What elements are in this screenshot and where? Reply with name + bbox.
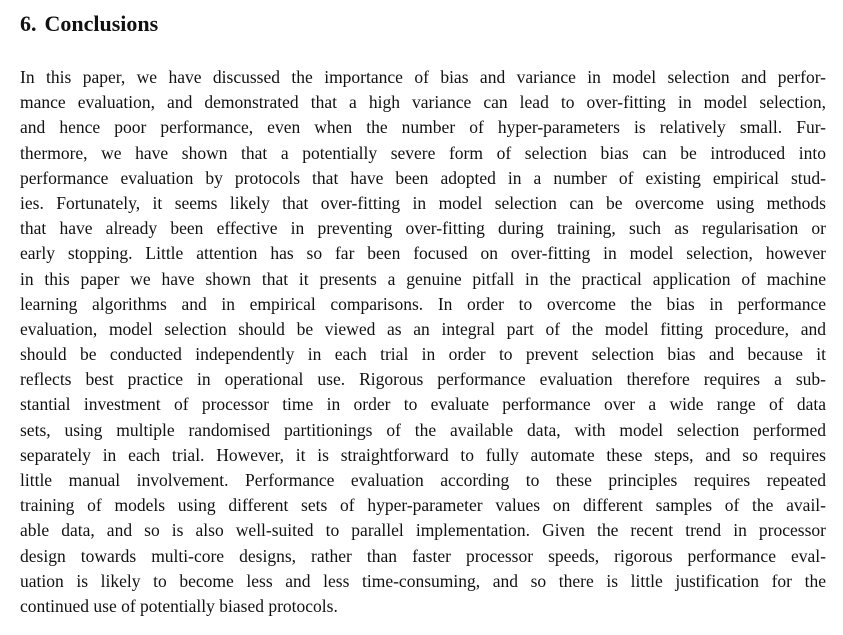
section-number: 6. xyxy=(20,11,37,36)
section-heading xyxy=(20,8,158,40)
paragraph-line: in this paper we have shown that it presents a genuine pitfall in the practical application of machine xyxy=(20,268,826,289)
conclusions-paragraph xyxy=(20,65,826,619)
paragraph-line: learning algorithms and in empirical comparisons. In order to overcome the bias in performance xyxy=(20,293,826,314)
paragraph-line: In this paper, we have discussed the importance of bias and variance in model selection and perfor- xyxy=(20,67,826,87)
paragraph-line: reflects best practice in operational use. Rigorous performance evaluation therefore requires a sub- xyxy=(20,369,826,390)
paragraph-line: able data, and so is also well-suited to parallel implementation. Given the recent trend in processor xyxy=(20,520,826,541)
paragraph-line: little manual involvement. Performance evaluation according to these principles requires repeated xyxy=(20,470,826,490)
paragraph-line: thermore, we have shown that a potentially severe form of selection bias can be introduced into xyxy=(20,142,826,163)
paragraph-line: uation is likely to become less and less time-consuming, and so there is little justification for the xyxy=(20,570,826,591)
paragraph-line: early stopping. Little attention has so far been focused on over-fitting in model selection, however xyxy=(20,243,826,264)
paragraph-line: sets, using multiple randomised partitionings of the available data, with model selection performed xyxy=(20,419,826,440)
paragraph-line: stantial investment of processor time in order to evaluate performance over a wide range of data xyxy=(20,394,826,415)
paragraph-line: performance evaluation by protocols that have been adopted in a number of existing empirical stud- xyxy=(20,167,826,188)
paragraph-line: continued use of potentially biased protocols. xyxy=(20,595,338,616)
paragraph-line: evaluation, model selection should be viewed as an integral part of the model fitting procedure, and xyxy=(20,318,826,339)
paragraph-line: ies. Fortunately, it seems likely that over-fitting in model selection can be overcome using methods xyxy=(20,192,826,213)
paragraph-line: separately in each trial. However, it is straightforward to fully automate these steps, and so requires xyxy=(20,444,826,465)
paragraph-line: and hence poor performance, even when the number of hyper-parameters is relatively small. Fur- xyxy=(20,117,826,138)
paragraph-line: mance evaluation, and demonstrated that a high variance can lead to over-fitting in model selection, xyxy=(20,92,826,113)
section-title: Conclusions xyxy=(44,11,159,36)
paragraph-line: should be conducted independently in each trial in order to prevent selection bias and because it xyxy=(20,344,826,365)
paragraph-line: design towards multi-core designs, rather than faster processor speeds, rigorous performance eval- xyxy=(20,545,826,566)
paragraph-line: training of models using different sets of hyper-parameter values on different samples of the avail- xyxy=(20,495,826,516)
paragraph-line: that have already been effective in preventing over-fitting during training, such as regularisation or xyxy=(20,218,826,239)
